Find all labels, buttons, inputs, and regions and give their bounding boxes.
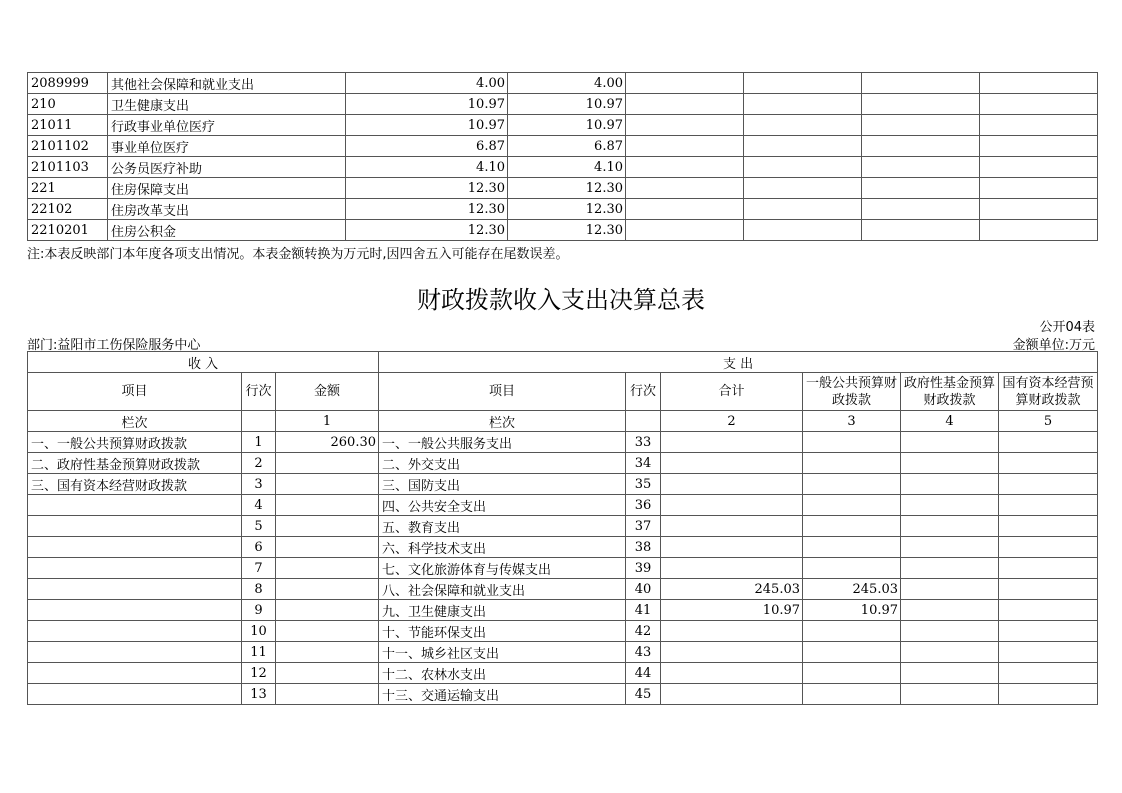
income-item — [28, 600, 242, 621]
amount-cell: 12.30 — [346, 178, 508, 199]
expense-detail-table — [27, 72, 1098, 241]
gov-fund-amount — [901, 474, 999, 495]
category-code: 22102 — [28, 199, 108, 220]
income-item — [28, 558, 242, 579]
general-budget-amount — [803, 516, 901, 537]
column-number: 4 — [901, 411, 999, 432]
table-row — [28, 432, 1098, 453]
expense-line-no: 41 — [626, 600, 661, 621]
expense-item: 七、文化旅游体育与传媒支出 — [379, 558, 626, 579]
category-name: 事业单位医疗 — [108, 136, 346, 157]
expense-line-no: 36 — [626, 495, 661, 516]
table-row — [28, 94, 1098, 115]
general-budget-header: 一般公共预算财政拨款 — [803, 373, 901, 411]
expense-item: 五、教育支出 — [379, 516, 626, 537]
gov-fund-amount — [901, 495, 999, 516]
state-capital-amount — [999, 642, 1098, 663]
amount-cell: 10.97 — [346, 94, 508, 115]
general-budget-amount — [803, 621, 901, 642]
expense-item: 三、国防支出 — [379, 474, 626, 495]
category-name: 住房公积金 — [108, 220, 346, 241]
table-row — [28, 537, 1098, 558]
amount-cell: 4.10 — [346, 157, 508, 178]
state-capital-amount — [999, 537, 1098, 558]
income-line-no: 10 — [242, 621, 276, 642]
expense-item: 十一、城乡社区支出 — [379, 642, 626, 663]
expense-line-no: 33 — [626, 432, 661, 453]
income-item — [28, 495, 242, 516]
amount-cell: 12.30 — [346, 220, 508, 241]
income-item — [28, 579, 242, 600]
state-capital-header: 国有资本经营预算财政拨款 — [999, 373, 1098, 411]
income-header: 收 入 — [28, 352, 379, 373]
expense-item-header: 项目 — [379, 373, 626, 411]
expense-item: 六、科学技术支出 — [379, 537, 626, 558]
table-row — [28, 516, 1098, 537]
income-amount — [276, 558, 379, 579]
income-line-no: 4 — [242, 495, 276, 516]
expense-line-no: 37 — [626, 516, 661, 537]
income-amount — [276, 516, 379, 537]
expense-line-header: 行次 — [626, 373, 661, 411]
state-capital-amount — [999, 432, 1098, 453]
total-amount — [661, 516, 803, 537]
gov-fund-amount — [901, 537, 999, 558]
expense-item: 九、卫生健康支出 — [379, 600, 626, 621]
income-item: 三、国有资本经营财政拨款 — [28, 474, 242, 495]
table-row — [28, 558, 1098, 579]
state-capital-amount — [999, 600, 1098, 621]
amount-cell: 12.30 — [508, 199, 626, 220]
category-name: 公务员医疗补助 — [108, 157, 346, 178]
expense-item: 二、外交支出 — [379, 453, 626, 474]
income-item — [28, 684, 242, 705]
expense-line-no: 44 — [626, 663, 661, 684]
table-row — [28, 199, 1098, 220]
column-number: 1 — [276, 411, 379, 432]
income-amount — [276, 537, 379, 558]
gov-fund-amount — [901, 684, 999, 705]
general-budget-amount — [803, 642, 901, 663]
amount-cell: 10.97 — [508, 115, 626, 136]
category-name: 住房改革支出 — [108, 199, 346, 220]
state-capital-amount — [999, 579, 1098, 600]
amount-cell: 6.87 — [346, 136, 508, 157]
expense-item: 十三、交通运输支出 — [379, 684, 626, 705]
general-budget-amount — [803, 474, 901, 495]
table-row — [28, 178, 1098, 199]
general-budget-amount — [803, 558, 901, 579]
income-amount — [276, 684, 379, 705]
table-note: 注:本表反映部门本年度各项支出情况。本表金额转换为万元时,因四舍五入可能存在尾数误差。 — [27, 247, 569, 262]
total-amount — [661, 495, 803, 516]
state-capital-amount — [999, 558, 1098, 579]
expense-item: 一、一般公共服务支出 — [379, 432, 626, 453]
general-budget-amount — [803, 684, 901, 705]
income-line-no: 5 — [242, 516, 276, 537]
table-row — [28, 474, 1098, 495]
form-code: 公开04表 — [1039, 320, 1095, 335]
table-row — [28, 73, 1098, 94]
total-amount — [661, 558, 803, 579]
table-row — [28, 115, 1098, 136]
table-row — [28, 579, 1098, 600]
expense-item: 十二、农林水支出 — [379, 663, 626, 684]
state-capital-amount — [999, 453, 1098, 474]
amount-header: 金额 — [276, 373, 379, 411]
income-amount — [276, 663, 379, 684]
amount-cell: 6.87 — [508, 136, 626, 157]
income-line-no: 12 — [242, 663, 276, 684]
category-code: 2101102 — [28, 136, 108, 157]
page-title: 财政拨款收入支出决算总表 — [417, 286, 705, 314]
expense-header: 支 出 — [379, 352, 1098, 373]
column-label: 栏次 — [28, 411, 242, 432]
income-line-no: 1 — [242, 432, 276, 453]
gov-fund-amount — [901, 621, 999, 642]
category-name: 行政事业单位医疗 — [108, 115, 346, 136]
income-amount — [276, 495, 379, 516]
total-amount: 245.03 — [661, 579, 803, 600]
expense-line-no: 42 — [626, 621, 661, 642]
state-capital-amount — [999, 474, 1098, 495]
total-amount — [661, 537, 803, 558]
general-budget-amount — [803, 453, 901, 474]
income-line-header: 行次 — [242, 373, 276, 411]
total-amount: 10.97 — [661, 600, 803, 621]
category-code: 2089999 — [28, 73, 108, 94]
category-code: 210 — [28, 94, 108, 115]
income-line-no: 8 — [242, 579, 276, 600]
gov-fund-amount — [901, 663, 999, 684]
income-item — [28, 642, 242, 663]
table-row — [28, 663, 1098, 684]
state-capital-amount — [999, 621, 1098, 642]
general-budget-amount: 10.97 — [803, 600, 901, 621]
general-budget-amount — [803, 432, 901, 453]
income-line-no: 3 — [242, 474, 276, 495]
income-amount — [276, 474, 379, 495]
expense-line-no: 40 — [626, 579, 661, 600]
category-name: 其他社会保障和就业支出 — [108, 73, 346, 94]
income-line-no: 9 — [242, 600, 276, 621]
amount-cell: 12.30 — [508, 178, 626, 199]
table-row — [28, 220, 1098, 241]
income-item — [28, 516, 242, 537]
gov-fund-amount — [901, 642, 999, 663]
total-amount — [661, 684, 803, 705]
category-code: 2101103 — [28, 157, 108, 178]
state-capital-amount — [999, 516, 1098, 537]
income-item — [28, 621, 242, 642]
income-line-no: 6 — [242, 537, 276, 558]
expense-line-no: 34 — [626, 453, 661, 474]
table-row — [28, 157, 1098, 178]
total-amount — [661, 621, 803, 642]
expense-line-no: 35 — [626, 474, 661, 495]
gov-fund-amount — [901, 453, 999, 474]
total-amount — [661, 663, 803, 684]
total-amount — [661, 453, 803, 474]
income-line-no: 2 — [242, 453, 276, 474]
total-header: 合计 — [661, 373, 803, 411]
general-budget-amount: 245.03 — [803, 579, 901, 600]
state-capital-amount — [999, 663, 1098, 684]
column-number: 2 — [661, 411, 803, 432]
gov-fund-amount — [901, 600, 999, 621]
expense-line-no: 38 — [626, 537, 661, 558]
table-row — [28, 684, 1098, 705]
category-code: 221 — [28, 178, 108, 199]
state-capital-amount — [999, 495, 1098, 516]
amount-cell: 4.10 — [508, 157, 626, 178]
table-row — [28, 136, 1098, 157]
category-code: 21011 — [28, 115, 108, 136]
total-amount — [661, 432, 803, 453]
gov-fund-amount — [901, 432, 999, 453]
income-amount — [276, 642, 379, 663]
column-number: 3 — [803, 411, 901, 432]
income-item — [28, 537, 242, 558]
general-budget-amount — [803, 663, 901, 684]
category-code: 2210201 — [28, 220, 108, 241]
income-item: 一、一般公共预算财政拨款 — [28, 432, 242, 453]
category-name: 住房保障支出 — [108, 178, 346, 199]
expense-line-no: 45 — [626, 684, 661, 705]
expense-item: 八、社会保障和就业支出 — [379, 579, 626, 600]
income-amount: 260.30 — [276, 432, 379, 453]
gov-fund-amount — [901, 558, 999, 579]
income-line-no: 11 — [242, 642, 276, 663]
table-row — [28, 453, 1098, 474]
income-amount — [276, 579, 379, 600]
category-name: 卫生健康支出 — [108, 94, 346, 115]
gov-fund-amount — [901, 516, 999, 537]
expense-line-no: 43 — [626, 642, 661, 663]
expense-item: 四、公共安全支出 — [379, 495, 626, 516]
state-capital-amount — [999, 684, 1098, 705]
column-number: 5 — [999, 411, 1098, 432]
total-amount — [661, 474, 803, 495]
amount-cell: 4.00 — [346, 73, 508, 94]
income-line-no: 13 — [242, 684, 276, 705]
income-item — [28, 663, 242, 684]
general-budget-amount — [803, 495, 901, 516]
income-amount — [276, 621, 379, 642]
table-row — [28, 495, 1098, 516]
unit-label: 金额单位:万元 — [1012, 338, 1095, 353]
expense-item: 十、节能环保支出 — [379, 621, 626, 642]
expense-line-no: 39 — [626, 558, 661, 579]
table-row — [28, 600, 1098, 621]
income-item: 二、政府性基金预算财政拨款 — [28, 453, 242, 474]
total-amount — [661, 642, 803, 663]
income-amount — [276, 453, 379, 474]
fiscal-summary-table — [27, 351, 1098, 705]
income-line-no: 7 — [242, 558, 276, 579]
department-label: 部门:益阳市工伤保险服务中心 — [27, 338, 201, 353]
general-budget-amount — [803, 537, 901, 558]
amount-cell: 12.30 — [508, 220, 626, 241]
income-item-header: 项目 — [28, 373, 242, 411]
gov-fund-header: 政府性基金预算财政拨款 — [901, 373, 999, 411]
table-row — [28, 642, 1098, 663]
gov-fund-amount — [901, 579, 999, 600]
table-row — [28, 621, 1098, 642]
amount-cell: 10.97 — [508, 94, 626, 115]
income-amount — [276, 600, 379, 621]
amount-cell: 4.00 — [508, 73, 626, 94]
amount-cell: 12.30 — [346, 199, 508, 220]
column-label: 栏次 — [379, 411, 626, 432]
amount-cell: 10.97 — [346, 115, 508, 136]
